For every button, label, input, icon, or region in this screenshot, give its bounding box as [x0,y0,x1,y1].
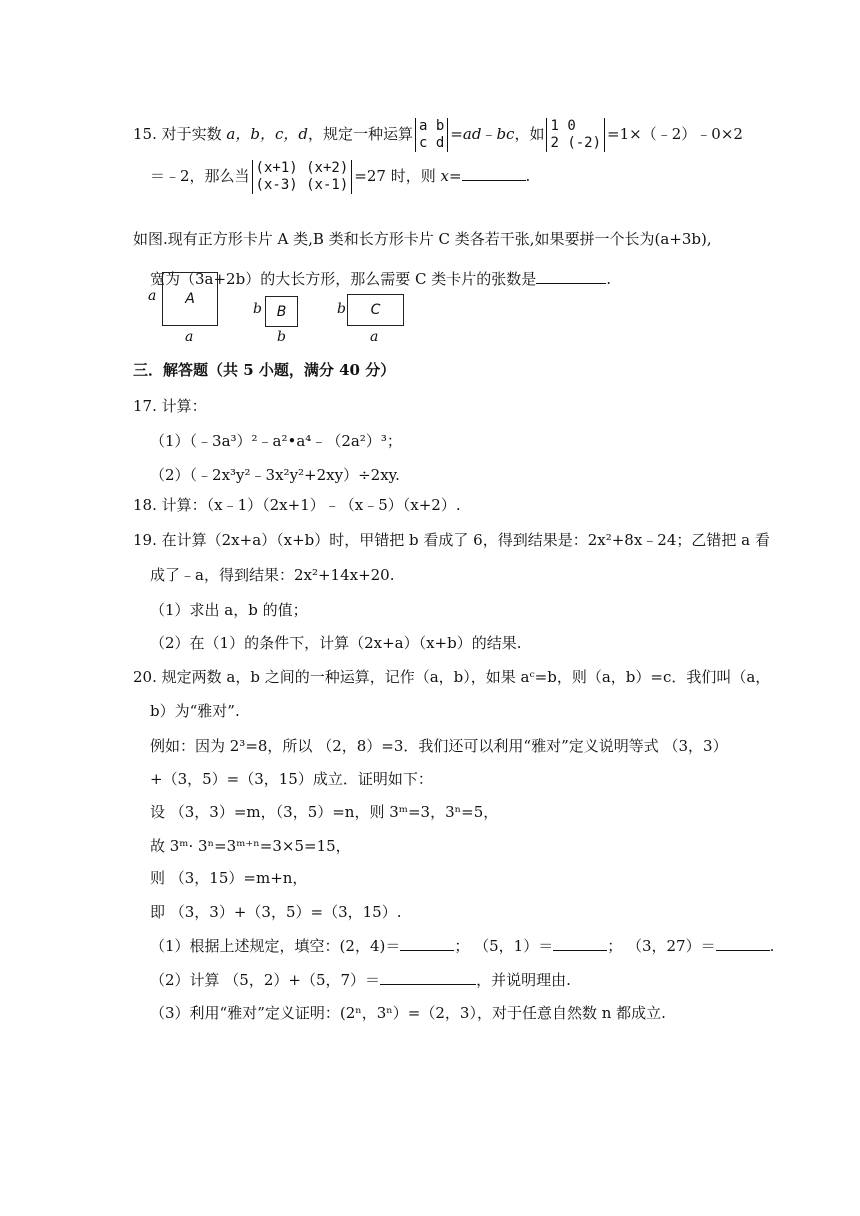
q17-part2: （2）（﹣2x³y²﹣3x²y²+2xy）÷2xy. [150,466,400,484]
q20-line7: 则 （3，15）=m+n， [150,869,308,887]
answer-blank[interactable] [462,166,526,181]
answer-blank[interactable] [716,936,770,951]
card-b-bottom-label: b [277,329,286,345]
q20-line4: +（3，5）=（3，15）成立．证明如下： [150,770,433,788]
card-c-side-label: b [337,301,346,317]
q19-line1: 19. 在计算（2x+a）（x+b）时，甲错把 b 看成了 6，得到结果是：2x²+8x﹣24；乙错把 a 看 [133,531,770,549]
q15-line2: ＝﹣2，那么当 (x+1) (x+2) (x-3) (x-1) =27 时，则 x= . [150,160,531,193]
card-a-bottom-label: a [185,329,194,345]
q20-part2: （2）计算 （5，2）+（5，7）＝ ，并说明理由. [150,971,571,989]
q15-line1: 15. 对于实数 a，b，c，d，规定一种运算 a b c d =ad﹣bc，如 1 0 2 (-2) =1×（﹣2）﹣0×2 [133,118,743,151]
q20-line8: 即 （3，3）+（3，5）=（3，15）. [150,903,402,921]
q20-part3: （3）利用“雅对”定义证明：(2ⁿ，3ⁿ）=（2，3），对于任意自然数 n 都成立. [150,1004,666,1022]
determinant-abcd: a b c d [415,118,448,152]
card-a-side-label: a [148,288,157,304]
q17-head: 17. 计算： [133,397,207,415]
determinant-x: (x+1) (x+2) (x-3) (x-1) [252,160,353,194]
q17-part1: （1）（﹣3a³）²﹣a²•a⁴﹣（2a²）³； [150,432,402,450]
answer-blank[interactable] [536,269,606,284]
answer-blank[interactable] [380,970,476,985]
card-b: B [265,296,298,327]
q19-part2: （2）在（1）的条件下，计算（2x+a）（x+b）的结果. [150,634,522,652]
q20-line5: 设 （3，3）=m，（3，5）=n，则 3ᵐ=3，3ⁿ=5， [150,803,499,821]
determinant-example: 1 0 2 (-2) [546,118,605,152]
q16-line2: 宽为（3a+2b）的大长方形，那么需要 C 类卡片的张数是 . [150,270,611,288]
card-a: A [162,272,218,326]
answer-blank[interactable] [400,936,454,951]
q20-line1: 20. 规定两数 a，b 之间的一种运算，记作（a，b），如果 aᶜ=b，则（a，b）=c．我们叫（a， [133,668,771,686]
card-c-bottom-label: a [370,329,379,345]
section-heading: 三．解答题（共 5 小题，满分 40 分） [133,361,396,379]
q20-line2: b）为“雅对”. [150,702,240,720]
q20-line3: 例如：因为 2³=8，所以 （2，8）=3．我们还可以利用“雅对”定义说明等式 （3，3） [150,737,728,755]
q19-part1: （1）求出 a，b 的值； [150,601,308,619]
q18: 18. 计算：（x﹣1）（2x+1）﹣（x﹣5）（x+2）. [133,496,461,514]
card-b-side-label: b [253,301,262,317]
q19-line2: 成了﹣a，得到结果：2x²+14x+20. [150,566,395,584]
q16-line1: 如图.现有正方形卡片 A 类,B 类和长方形卡片 C 类各若干张,如果要拼一个长为(a+3b), [133,230,712,248]
answer-blank[interactable] [553,936,607,951]
q20-part1: （1）根据上述规定，填空：(2，4)＝ ； （5，1）＝ ； （3，27）＝ . [150,937,775,955]
q20-line6: 故 3ᵐ· 3ⁿ=3ᵐ⁺ⁿ=3×5=15， [150,837,351,855]
card-c: C [347,294,404,326]
